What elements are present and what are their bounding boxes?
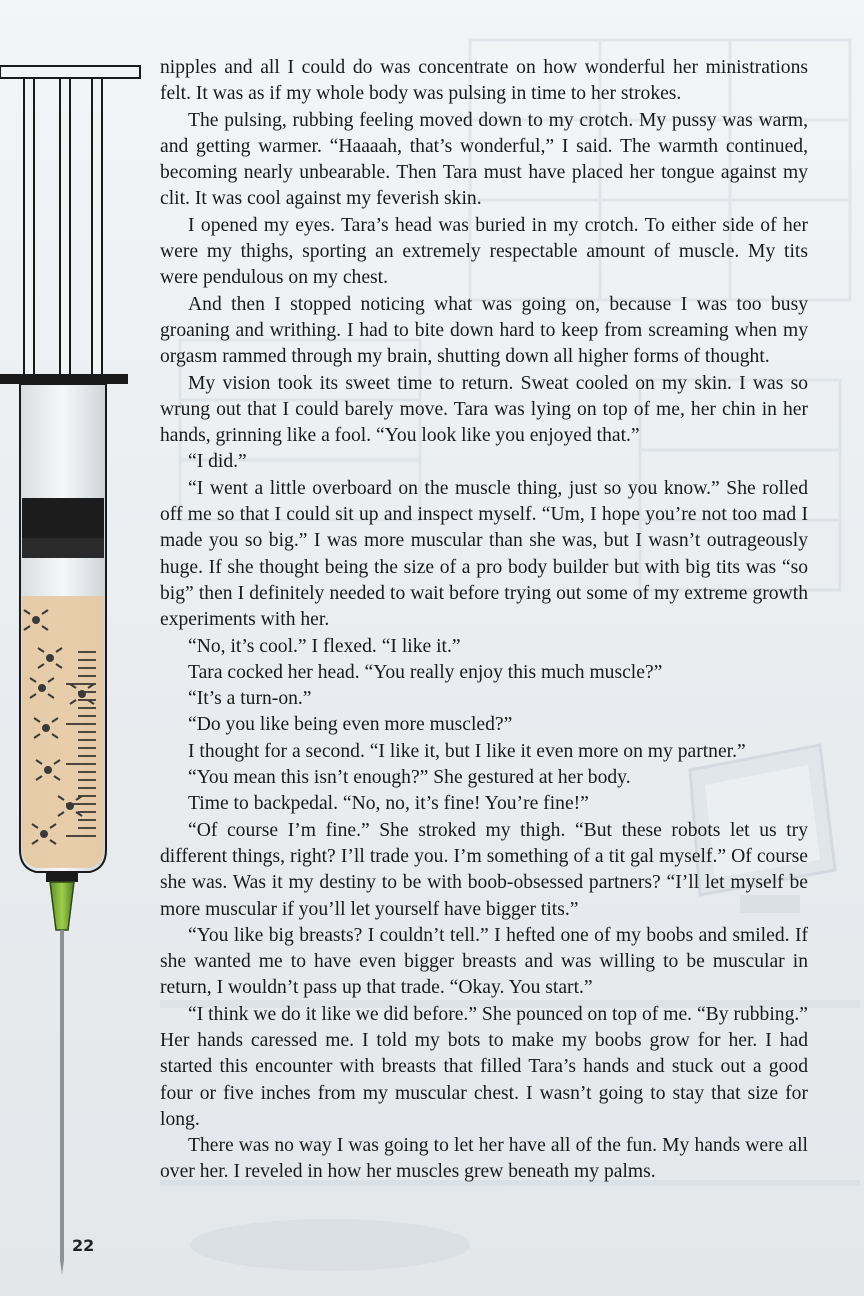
paragraph: “You like big breasts? I couldn’t tell.” I hefted one of my boobs and smiled. If she wanted me to have even bigger breasts and was willing to be muscular in return, I wouldn’t pass up that trade. “Okay. You start.”	[160, 924, 808, 999]
paragraph: “Do you like being even more muscled?”	[188, 714, 513, 736]
paragraph: “I think we do it like we did before.” She pounced on top of me. “By rubbing.” Her hands caressed me. I told my bots to make my boobs grow for her. I had started this encounter with breasts that filled Tara’s hands and stuck out a good four or five inches from my muscular chest. I wasn’t going to stay that size for long.	[160, 1003, 808, 1130]
paragraph: “You mean this isn’t enough?” She gestured at her body.	[188, 767, 631, 789]
paragraph: My vision took its sweet time to return. Sweat cooled on my skin. I was so wrung out that I could barely move. Tara was lying on top of me, her chin in her hands, grinning like a fool. “You look like you enjoyed that.”	[160, 372, 808, 447]
paragraph: “No, it’s cool.” I flexed. “I like it.”	[188, 635, 461, 657]
paragraph: Tara cocked her head. “You really enjoy this much muscle?”	[188, 661, 663, 683]
paragraph: “It’s a turn-on.”	[188, 688, 312, 710]
paragraph: And then I stopped noticing what was going on, because I was too busy groaning and writhing. I had to bite down hard to keep from screaming when my orgasm rammed through my brain, shutting down all higher forms of thought.	[160, 293, 808, 368]
paragraph: “I did.”	[188, 451, 247, 473]
paragraph: Time to backpedal. “No, no, it’s fine! You’re fine!”	[188, 793, 589, 815]
paragraph: “I went a little overboard on the muscle thing, just so you know.” She rolled off me so that I could sit up and inspect myself. “Um, I hope you’re not too mad I made you so big.” I was more muscular than she was, but I wasn’t outrageously huge. If she thought being the size of a pro body builder but with big tits was “so big” then I definitely needed to wait before trying out some of my extreme growth experiments with her.	[160, 477, 808, 631]
paragraph: nipples and all I could do was concentrate on how wonderful her ministrations felt. It was as if my whole body was pulsing in time to her strokes.	[160, 57, 808, 105]
body-text	[160, 55, 808, 1186]
paragraph: I opened my eyes. Tara’s head was buried in my crotch. To either side of her were my thighs, sporting an extremely respectable amount of muscle. My tits were pendulous on my chest.	[160, 214, 808, 289]
paragraph: “Of course I’m fine.” She stroked my thigh. “But these robots let us try different things, right? I’ll trade you. I’m something of a tit gal myself.” Of course she was. Was it my destiny to be with boob-obsessed partners? “I’ll let myself be more muscular if you’ll let yourself have bigger tits.”	[160, 819, 808, 920]
paragraph: The pulsing, rubbing feeling moved down to my crotch. My pussy was warm, and getting warmer. “Haaaah, that’s wonderful,” I said. The warmth continued, becoming nearly unbearable. Then Tara must have placed her tongue against my clit. It was cool against my feverish skin.	[160, 109, 808, 210]
paragraph: There was no way I was going to let her have all of the fun. My hands were all over her. I reveled in how her muscles grew beneath my palms.	[160, 1135, 808, 1183]
paragraph: I thought for a second. “I like it, but I like it even more on my partner.”	[188, 740, 746, 762]
page-number: 22	[72, 1236, 95, 1255]
syringe-illustration	[0, 0, 150, 1296]
